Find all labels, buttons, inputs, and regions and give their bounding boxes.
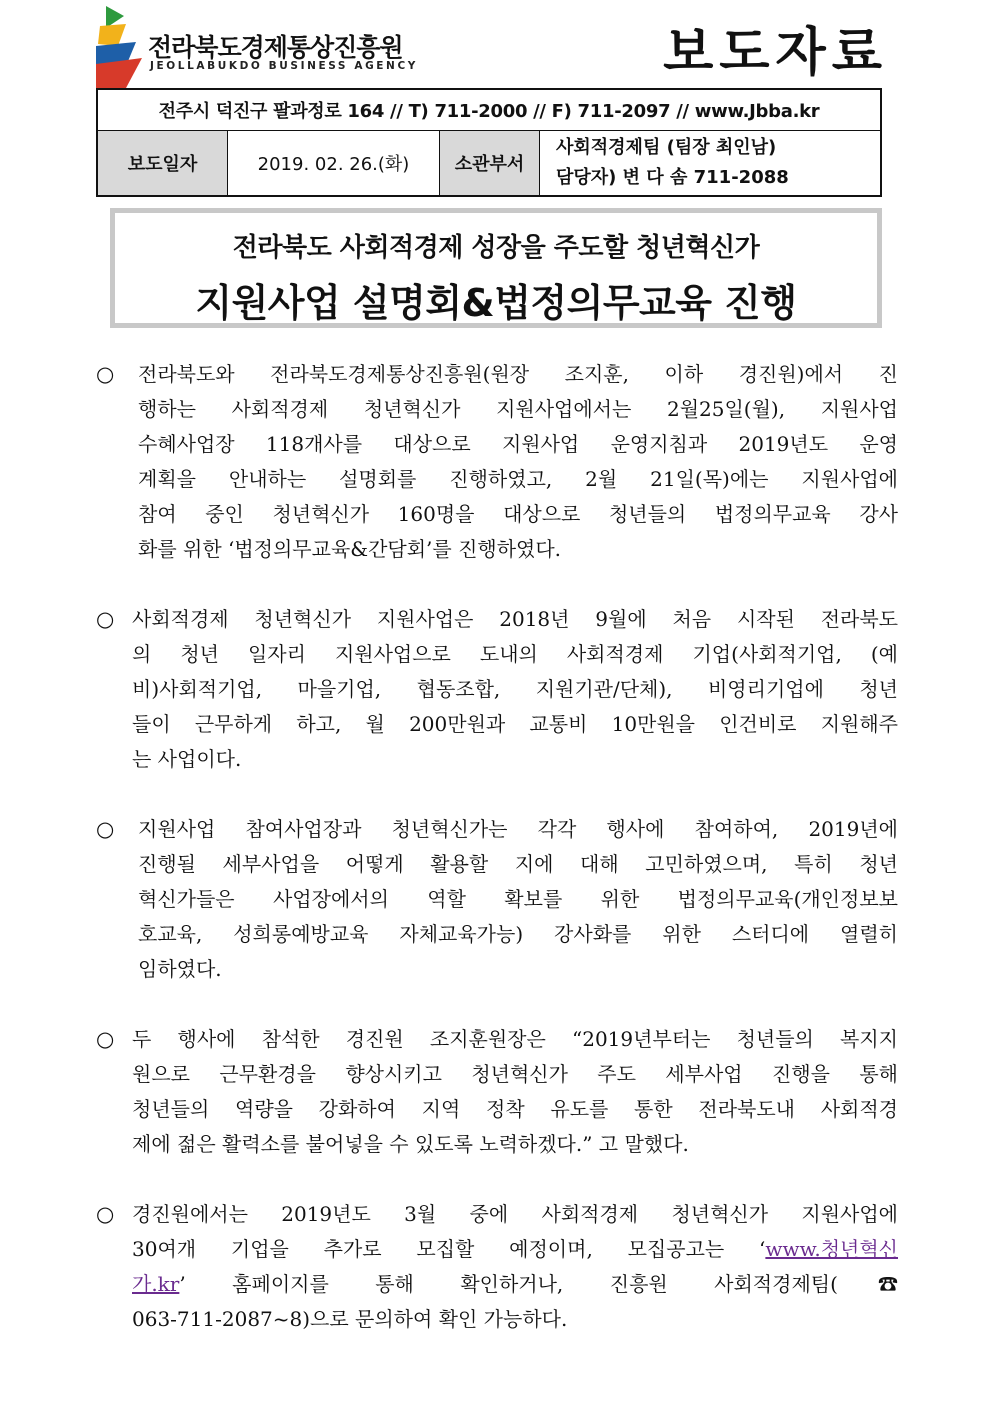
text-line: 063-711-2087~8)으로 문의하여 확인 가능하다.	[132, 1307, 568, 1331]
agency-name: 전라북도경제통상진흥원	[148, 33, 403, 62]
agency-logo	[96, 4, 426, 88]
text-line: 수혜사업장 118개사를 대상으로 지원사업 운영지침과 2019년도 운영	[138, 432, 898, 456]
website-link-cont[interactable]: 가.kr	[132, 1272, 180, 1296]
text-line: 청년들의 역량을 강화하여 지역 정착 유도를 통한 전라북도내 사회적경	[132, 1097, 898, 1121]
circle-bullet-icon: ○	[96, 607, 115, 631]
dept-contact: 담당자) 변 다 솜 711-2088	[556, 167, 789, 188]
circle-bullet-icon: ○	[96, 1027, 115, 1051]
paragraph-4	[96, 1022, 898, 1162]
info-row	[98, 131, 880, 195]
circle-bullet-icon: ○	[96, 817, 115, 841]
text-line	[96, 1232, 898, 1267]
dept-team: 사회적경제팀 (팀장 최인남)	[556, 137, 777, 158]
text-line: 지원사업 참여사업장과 청년혁신가는 각각 행사에 참여하여, 2019년에	[138, 817, 898, 841]
text-line: 계획을 안내하는 설명회를 진행하였고, 2월 21일(목)에는 지원사업에	[138, 467, 898, 491]
headline-main: 지원사업 설명회&법정의무교육 진행	[195, 281, 797, 325]
text-line: 원으로 근무환경을 향상시키고 청년혁신가 주도 세부사업 진행을 통해	[132, 1062, 898, 1086]
text-segment: ’ 홈페이지를 통해 확인하거나, 진흥원 사회적경제팀(☎	[179, 1272, 898, 1296]
text-line: 참여 중인 청년혁신가 160명을 대상으로 청년들의 법정의무교육 강사	[138, 502, 898, 526]
date-value: 2019. 02. 26.(화)	[228, 131, 440, 195]
info-table	[96, 88, 882, 197]
text-line: 두 행사에 참석한 경진원 조지훈원장은 “2019년부터는 청년들의 복지지	[132, 1027, 898, 1051]
text-line: 진행될 세부사업을 어떻게 활용할 지에 대해 고민하였으며, 특히 청년	[138, 852, 898, 876]
text-line: 비)사회적기업, 마을기업, 협동조합, 지원기관/단체), 비영리기업에 청년	[132, 677, 898, 701]
text-line: 전라북도와 전라북도경제통상진흥원(원장 조지훈, 이하 경진원)에서 진	[138, 362, 898, 386]
contact-line: 전주시 덕진구 팔과정로 164 // T) 711-2000 // F) 711-2097 // www.Jbba.kr	[98, 90, 880, 131]
text-line: 는 사업이다.	[132, 747, 242, 771]
text-line: 혁신가들은 사업장에서의 역할 확보를 위한 법정의무교육(개인정보보	[138, 887, 898, 911]
text-line: 사회적경제 청년혁신가 지원사업은 2018년 9월에 처음 시작된 전라북도	[132, 607, 898, 631]
text-line	[96, 1267, 898, 1302]
headline-box	[110, 208, 882, 328]
dept-label: 소관부서	[440, 131, 540, 195]
paragraph-1	[96, 357, 898, 567]
text-segment: 30여개 기업을 추가로 모집할 예정이며, 모집공고는 ‘	[132, 1237, 766, 1261]
text-line: 임하였다.	[138, 957, 222, 981]
text-line: 제에 젊은 활력소를 불어넣을 수 있도록 노력하겠다.” 고 말했다.	[132, 1132, 689, 1156]
paragraph-3	[96, 812, 898, 987]
agency-name-en: JEOLLABUKDO BUSINESS AGENCY	[150, 60, 418, 72]
logo-mark-icon	[96, 4, 142, 88]
date-label: 보도일자	[98, 131, 228, 195]
headline-subtitle: 전라북도 사회적경제 성장을 주도할 청년혁신가	[232, 233, 760, 263]
text-line: 경진원에서는 2019년도 3월 중에 사회적경제 청년혁신가 지원사업에	[132, 1202, 898, 1226]
doc-type-title: 보도자료	[663, 23, 888, 83]
text-line: 행하는 사회적경제 청년혁신가 지원사업에서는 2월25일(월), 지원사업	[138, 397, 898, 421]
text-line: 호교육, 성희롱예방교육 자체교육가능) 강사화를 위한 스터디에 열렬히	[138, 922, 898, 946]
text-line: 들이 근무하게 하고, 월 200만원과 교통비 10만원을 인건비로 지원해주	[132, 712, 898, 736]
circle-bullet-icon: ○	[96, 362, 115, 386]
dept-info	[540, 131, 880, 195]
circle-bullet-icon: ○	[96, 1202, 115, 1226]
website-link[interactable]: www.청년혁신	[765, 1237, 898, 1261]
paragraph-5	[96, 1197, 898, 1337]
paragraph-2	[96, 602, 898, 777]
text-line: 화를 위한 ‘법정의무교육&간담회’를 진행하였다.	[138, 537, 562, 561]
text-line: 의 청년 일자리 지원사업으로 도내의 사회적경제 기업(사회적기업, (예	[132, 642, 898, 666]
